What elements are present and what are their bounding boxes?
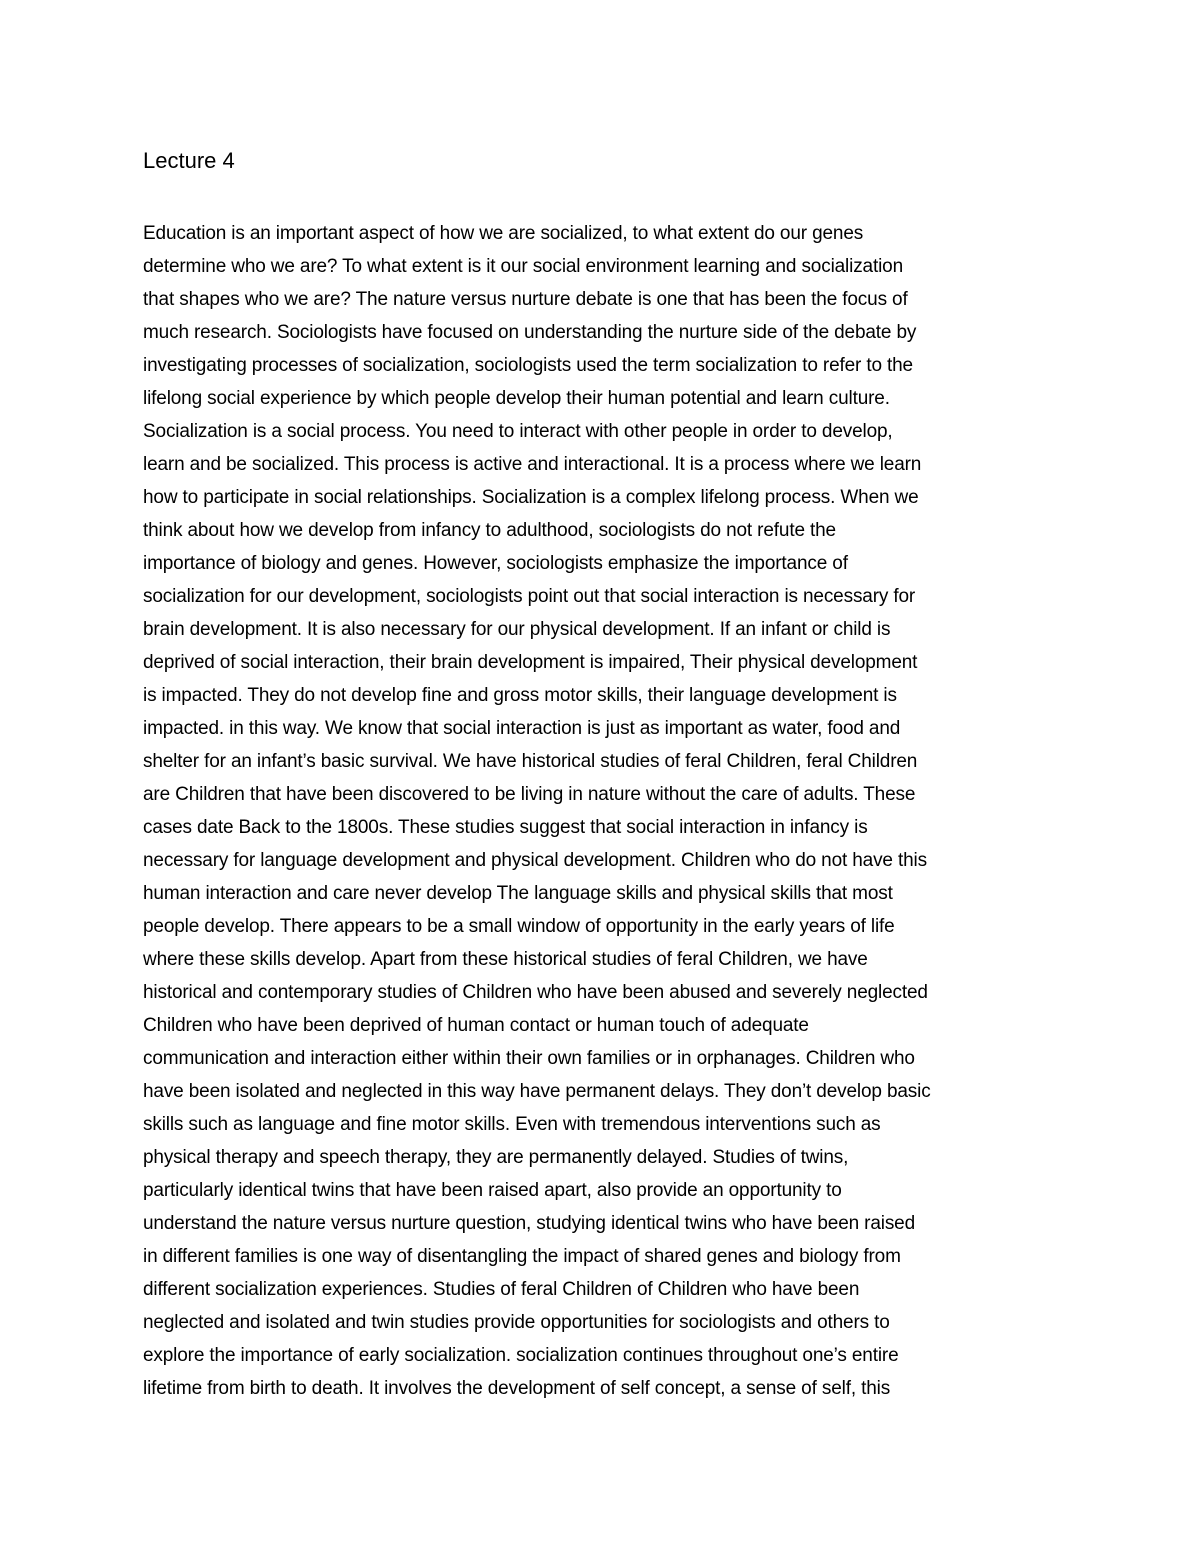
paragraph-line: importance of biology and genes. However, sociologists emphasize the importance of (143, 553, 848, 574)
paragraph-line: different socialization experiences. Studies of feral Children of Children who have been (143, 1279, 860, 1300)
paragraph-line: investigating processes of socialization, sociologists used the term socialization to refer to the (143, 355, 913, 376)
paragraph-line: historical and contemporary studies of Children who have been abused and severely neglected (143, 982, 928, 1003)
paragraph-line: deprived of social interaction, their brain development is impaired, Their physical development (143, 652, 918, 673)
lecture-paragraph (143, 217, 1143, 1405)
paragraph-line: that shapes who we are? The nature versus nurture debate is one that has been the focus of (143, 289, 908, 310)
page-title: Lecture 4 (143, 148, 235, 173)
paragraph-line: communication and interaction either within their own families or in orphanages. Children who (143, 1048, 915, 1069)
paragraph-line: are Children that have been discovered to be living in nature without the care of adults. These (143, 784, 916, 805)
paragraph-line: particularly identical twins that have been raised apart, also provide an opportunity to (143, 1180, 842, 1201)
paragraph-line: shelter for an infant’s basic survival. We have historical studies of feral Children, feral Children (143, 751, 918, 772)
paragraph-line: how to participate in social relationships. Socialization is a complex lifelong process. When we (143, 487, 919, 508)
paragraph-line: lifetime from birth to death. It involves the development of self concept, a sense of self, this (143, 1378, 891, 1399)
paragraph-line: determine who we are? To what extent is it our social environment learning and socialization (143, 256, 903, 277)
paragraph-line: physical therapy and speech therapy, they are permanently delayed. Studies of twins, (143, 1147, 849, 1168)
paragraph-line: human interaction and care never develop The language skills and physical skills that most (143, 883, 893, 904)
paragraph-line: Children who have been deprived of human contact or human touch of adequate (143, 1015, 809, 1036)
paragraph-line: much research. Sociologists have focused on understanding the nurture side of the debate by (143, 322, 917, 343)
paragraph-line: understand the nature versus nurture question, studying identical twins who have been raised (143, 1213, 916, 1234)
paragraph-line: impacted. in this way. We know that social interaction is just as important as water, food and (143, 718, 901, 739)
paragraph-line: learn and be socialized. This process is active and interactional. It is a process where we learn (143, 454, 922, 475)
paragraph-line: is impacted. They do not develop fine and gross motor skills, their language development is (143, 685, 897, 706)
paragraph-line: think about how we develop from infancy to adulthood, sociologists do not refute the (143, 520, 836, 541)
paragraph-line: lifelong social experience by which people develop their human potential and learn culture. (143, 388, 890, 409)
paragraph-line: where these skills develop. Apart from these historical studies of feral Children, we have (143, 949, 868, 970)
paragraph-line: Education is an important aspect of how we are socialized, to what extent do our genes (143, 223, 864, 244)
paragraph-line: socialization for our development, sociologists point out that social interaction is necessary for (143, 586, 916, 607)
paragraph-line: neglected and isolated and twin studies provide opportunities for sociologists and others to (143, 1312, 890, 1333)
paragraph-line: brain development. It is also necessary for our physical development. If an infant or child is (143, 619, 891, 640)
paragraph-line: Socialization is a social process. You need to interact with other people in order to develop, (143, 421, 893, 442)
paragraph-line: cases date Back to the 1800s. These studies suggest that social interaction in infancy is (143, 817, 868, 838)
paragraph-line: in different families is one way of disentangling the impact of shared genes and biology from (143, 1246, 901, 1267)
paragraph-line: explore the importance of early socialization. socialization continues throughout one’s entire (143, 1345, 899, 1366)
paragraph-line: necessary for language development and physical development. Children who do not have this (143, 850, 927, 871)
paragraph-line: people develop. There appears to be a small window of opportunity in the early years of life (143, 916, 895, 937)
paragraph-line: skills such as language and fine motor skills. Even with tremendous interventions such as (143, 1114, 881, 1135)
paragraph-line: have been isolated and neglected in this way have permanent delays. They don’t develop basic (143, 1081, 931, 1102)
